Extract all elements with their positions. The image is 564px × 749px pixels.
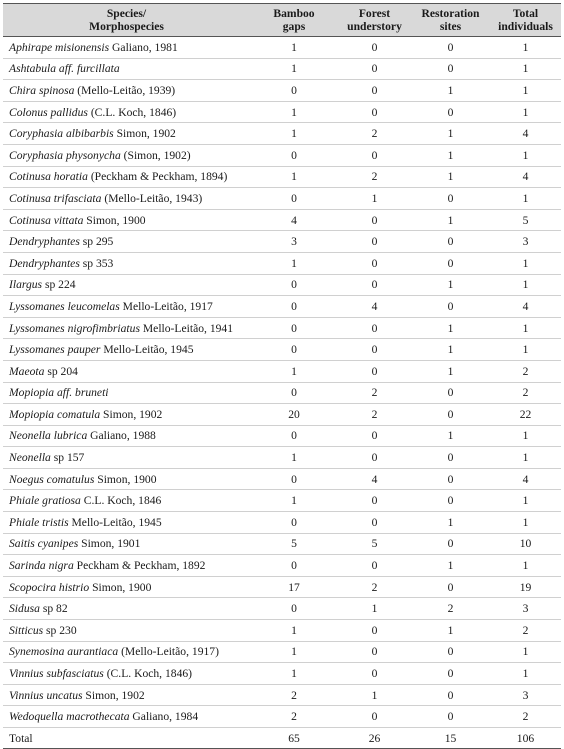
table-row: [3, 490, 561, 512]
table-row: [3, 706, 561, 728]
species-authority: Galiano, 1984: [129, 710, 199, 724]
table-footer: [3, 728, 561, 749]
bamboo-gaps-count: 1: [250, 447, 338, 469]
restoration-sites-count: 0: [411, 404, 490, 426]
total-individuals-count: 1: [490, 425, 561, 447]
bamboo-gaps-count: 0: [250, 382, 338, 404]
table-row: [3, 188, 561, 210]
forest-understory-count: 0: [338, 37, 411, 59]
bamboo-gaps-count: 1: [250, 490, 338, 512]
species-binomial: Chira spinosa: [9, 83, 75, 97]
species-binomial: Mopiopia comatula: [9, 407, 101, 421]
species-authority: Mello-Leitão, 1941: [139, 321, 234, 335]
table-row: [3, 209, 561, 231]
header-row: [3, 4, 561, 37]
bamboo-gaps-count: 0: [250, 188, 338, 210]
bamboo-gaps-count: 20: [250, 404, 338, 426]
species-binomial: Ilargus: [9, 278, 43, 292]
species-binomial: Dendryphantes: [9, 235, 80, 249]
species-name-cell: [3, 252, 250, 274]
species-binomial: Sitticus: [9, 623, 44, 637]
restoration-sites-count: 1: [411, 274, 490, 296]
total-individuals-count: 1: [490, 37, 561, 59]
species-authority: (C.L. Koch, 1846): [103, 667, 193, 681]
species-authority: sp 353: [79, 256, 114, 270]
restoration-sites-count: 0: [411, 231, 490, 253]
species-name-cell: [3, 166, 250, 188]
total-individuals-count: 3: [490, 598, 561, 620]
table-row: [3, 80, 561, 102]
species-name-cell: [3, 706, 250, 728]
bamboo-gaps-count: 0: [250, 296, 338, 318]
forest-understory-count: 0: [338, 555, 411, 577]
species-binomial: Sarinda nigra: [9, 559, 74, 573]
species-name-cell: [3, 274, 250, 296]
total-label: Total: [3, 728, 250, 749]
bamboo-gaps-count: 1: [250, 123, 338, 145]
restoration-sites-count: 0: [411, 101, 490, 123]
total-individuals-count: 1: [490, 512, 561, 534]
species-binomial: Neonella lubrica: [9, 429, 88, 443]
species-authority: Galiano, 1981: [109, 40, 178, 54]
total-individuals-count: 2: [490, 620, 561, 642]
total-individuals-count: 1: [490, 447, 561, 469]
species-name-cell: [3, 144, 250, 166]
restoration-sites-count: 1: [411, 620, 490, 642]
table-row: [3, 296, 561, 318]
species-binomial: Lyssomanes pauper: [9, 343, 101, 357]
total-individuals-count: 2: [490, 706, 561, 728]
bamboo-gaps-count: 2: [250, 684, 338, 706]
restoration-sites-count: 0: [411, 706, 490, 728]
restoration-sites-count: 1: [411, 555, 490, 577]
bamboo-gaps-count: 0: [250, 468, 338, 490]
table-row: [3, 576, 561, 598]
total-row: [3, 728, 561, 749]
forest-understory-count: 0: [338, 360, 411, 382]
species-name-cell: [3, 101, 250, 123]
species-authority: (C.L. Koch, 1846): [87, 105, 177, 119]
table-row: [3, 404, 561, 426]
species-binomial: Sidusa: [9, 602, 40, 616]
forest-understory-count: 1: [338, 684, 411, 706]
species-name-cell: [3, 360, 250, 382]
header-bamboo-line2: gaps: [282, 20, 306, 33]
table-row: [3, 252, 561, 274]
species-authority: Simon, 1901: [78, 537, 141, 551]
total-individuals-count: 19: [490, 576, 561, 598]
restoration-sites-count: 0: [411, 533, 490, 555]
table-header: [3, 4, 561, 37]
table-row: [3, 512, 561, 534]
forest-understory-count: 0: [338, 231, 411, 253]
species-name-cell: [3, 80, 250, 102]
table-row: [3, 425, 561, 447]
header-restoration-sites: [411, 4, 490, 37]
table-row: [3, 274, 561, 296]
species-authority: Mello-Leitão, 1945: [100, 343, 194, 357]
species-authority: Simon, 1900: [83, 213, 146, 227]
restoration-sites-count: 0: [411, 490, 490, 512]
forest-understory-count: 0: [338, 339, 411, 361]
total-individuals-count: 1: [490, 339, 561, 361]
table-row: [3, 231, 561, 253]
species-binomial: Vinnius subfasciatus: [9, 667, 104, 681]
species-name-cell: [3, 209, 250, 231]
table-row: [3, 555, 561, 577]
bamboo-gaps-count: 0: [250, 317, 338, 339]
species-authority: (Peckham & Peckham, 1894): [87, 170, 228, 184]
total-restoration: 15: [411, 728, 490, 749]
bamboo-gaps-count: 1: [250, 37, 338, 59]
table-row: [3, 339, 561, 361]
species-binomial: Ashtabula aff. furcillata: [9, 62, 120, 76]
species-name-cell: [3, 598, 250, 620]
total-individuals-count: 4: [490, 296, 561, 318]
table-row: [3, 58, 561, 80]
species-table-container: [3, 3, 561, 749]
restoration-sites-count: 1: [411, 425, 490, 447]
bamboo-gaps-count: 1: [250, 252, 338, 274]
species-authority: Peckham & Peckham, 1892: [73, 559, 206, 573]
restoration-sites-count: 0: [411, 252, 490, 274]
species-authority: sp 295: [79, 235, 114, 249]
total-individuals-count: 1: [490, 555, 561, 577]
species-authority: Simon, 1900: [89, 580, 152, 594]
total-individuals-count: 3: [490, 231, 561, 253]
table-row: [3, 166, 561, 188]
species-name-cell: [3, 684, 250, 706]
forest-understory-count: 2: [338, 576, 411, 598]
bamboo-gaps-count: 5: [250, 533, 338, 555]
restoration-sites-count: 0: [411, 188, 490, 210]
species-authority: sp 224: [42, 278, 76, 292]
restoration-sites-count: 1: [411, 512, 490, 534]
species-name-cell: [3, 231, 250, 253]
bamboo-gaps-count: 17: [250, 576, 338, 598]
species-binomial: Lyssomanes nigrofimbriatus: [9, 321, 140, 335]
forest-understory-count: 0: [338, 252, 411, 274]
species-name-cell: [3, 468, 250, 490]
forest-understory-count: 4: [338, 468, 411, 490]
forest-understory-count: 0: [338, 209, 411, 231]
species-name-cell: [3, 620, 250, 642]
restoration-sites-count: 1: [411, 360, 490, 382]
forest-understory-count: 0: [338, 512, 411, 534]
forest-understory-count: 1: [338, 188, 411, 210]
species-binomial: Dendryphantes: [9, 256, 80, 270]
species-authority: sp 230: [43, 623, 77, 637]
total-individuals-count: 2: [490, 360, 561, 382]
species-abundance-table: [3, 3, 561, 749]
bamboo-gaps-count: 3: [250, 231, 338, 253]
forest-understory-count: 0: [338, 80, 411, 102]
species-name-cell: [3, 382, 250, 404]
species-authority: Simon, 1902: [100, 407, 163, 421]
restoration-sites-count: 0: [411, 576, 490, 598]
species-name-cell: [3, 490, 250, 512]
species-binomial: Neonella: [9, 451, 51, 465]
table-row: [3, 360, 561, 382]
header-forest-line2: understory: [347, 20, 402, 33]
total-individuals-count: 4: [490, 123, 561, 145]
species-binomial: Aphirape misionensis: [9, 40, 110, 54]
total-individuals-count: 1: [490, 274, 561, 296]
species-binomial: Noegus comatulus: [9, 472, 95, 486]
species-binomial: Phiale gratiosa: [9, 494, 81, 508]
species-binomial: Maeota: [9, 364, 45, 378]
restoration-sites-count: 0: [411, 296, 490, 318]
restoration-sites-count: 0: [411, 382, 490, 404]
total-individuals-count: 10: [490, 533, 561, 555]
species-authority: Mello-Leitão, 1945: [68, 515, 162, 529]
total-individuals-count: 1: [490, 641, 561, 663]
species-name-cell: [3, 576, 250, 598]
restoration-sites-count: 1: [411, 339, 490, 361]
species-binomial: Synemosina aurantiaca: [9, 645, 119, 659]
forest-understory-count: 1: [338, 598, 411, 620]
total-individuals-count: 1: [490, 144, 561, 166]
species-name-cell: [3, 663, 250, 685]
species-binomial: Cotinusa vittata: [9, 213, 84, 227]
species-name-cell: [3, 296, 250, 318]
species-name-cell: [3, 58, 250, 80]
total-bamboo: 65: [250, 728, 338, 749]
bamboo-gaps-count: 2: [250, 706, 338, 728]
bamboo-gaps-count: 0: [250, 339, 338, 361]
total-individuals-count: 2: [490, 382, 561, 404]
species-authority: (Mello-Leitão, 1943): [101, 191, 203, 205]
bamboo-gaps-count: 1: [250, 663, 338, 685]
header-total-individuals: [490, 4, 561, 37]
total-individuals-count: 1: [490, 663, 561, 685]
header-bamboo-line1: Bamboo: [273, 7, 315, 20]
bamboo-gaps-count: 1: [250, 620, 338, 642]
table-body: [3, 37, 561, 728]
forest-understory-count: 2: [338, 123, 411, 145]
total-individuals-count: 5: [490, 209, 561, 231]
table-row: [3, 598, 561, 620]
species-authority: Galiano, 1988: [87, 429, 156, 443]
species-binomial: Phiale tristis: [9, 515, 69, 529]
total-individuals-count: 4: [490, 166, 561, 188]
forest-understory-count: 0: [338, 425, 411, 447]
table-row: [3, 37, 561, 59]
restoration-sites-count: 1: [411, 80, 490, 102]
species-name-cell: [3, 533, 250, 555]
species-binomial: Coryphasia albibarbis: [9, 127, 114, 141]
bamboo-gaps-count: 1: [250, 166, 338, 188]
bamboo-gaps-count: 0: [250, 274, 338, 296]
bamboo-gaps-count: 1: [250, 641, 338, 663]
species-binomial: Lyssomanes leucomelas: [9, 299, 120, 313]
restoration-sites-count: 2: [411, 598, 490, 620]
restoration-sites-count: 0: [411, 684, 490, 706]
bamboo-gaps-count: 0: [250, 512, 338, 534]
bamboo-gaps-count: 4: [250, 209, 338, 231]
restoration-sites-count: 1: [411, 166, 490, 188]
restoration-sites-count: 1: [411, 144, 490, 166]
species-name-cell: [3, 317, 250, 339]
table-row: [3, 144, 561, 166]
header-species-line1: Species/: [106, 7, 147, 20]
table-row: [3, 123, 561, 145]
species-name-cell: [3, 447, 250, 469]
bamboo-gaps-count: 1: [250, 58, 338, 80]
species-authority: C.L. Koch, 1846: [80, 494, 162, 508]
table-row: [3, 382, 561, 404]
header-species: [3, 4, 250, 37]
header-forest-understory: [338, 4, 411, 37]
table-row: [3, 620, 561, 642]
species-name-cell: [3, 425, 250, 447]
forest-understory-count: 5: [338, 533, 411, 555]
table-row: [3, 533, 561, 555]
species-name-cell: [3, 188, 250, 210]
species-authority: (Mello-Leitão, 1917): [118, 645, 219, 659]
species-binomial: Cotinusa horatia: [9, 170, 88, 184]
species-name-cell: [3, 339, 250, 361]
total-individuals-count: 22: [490, 404, 561, 426]
species-authority: sp 82: [39, 602, 68, 616]
forest-understory-count: 2: [338, 166, 411, 188]
species-binomial: Saitis cyanipes: [9, 537, 79, 551]
forest-understory-count: 2: [338, 404, 411, 426]
header-total-line2: individuals: [498, 20, 553, 33]
species-binomial: Coryphasia physonycha: [9, 148, 121, 162]
forest-understory-count: 0: [338, 144, 411, 166]
total-individuals-count: 1: [490, 101, 561, 123]
restoration-sites-count: 0: [411, 663, 490, 685]
forest-understory-count: 0: [338, 317, 411, 339]
forest-understory-count: 0: [338, 620, 411, 642]
restoration-sites-count: 1: [411, 123, 490, 145]
species-authority: (Mello-Leitão, 1939): [74, 83, 176, 97]
restoration-sites-count: 1: [411, 317, 490, 339]
bamboo-gaps-count: 0: [250, 80, 338, 102]
total-individuals-count: 1: [490, 58, 561, 80]
species-name-cell: [3, 512, 250, 534]
forest-understory-count: 0: [338, 101, 411, 123]
total-individuals-count: 3: [490, 684, 561, 706]
restoration-sites-count: 0: [411, 468, 490, 490]
table-row: [3, 641, 561, 663]
species-authority: Simon, 1900: [94, 472, 157, 486]
bamboo-gaps-count: 0: [250, 598, 338, 620]
bamboo-gaps-count: 0: [250, 555, 338, 577]
species-binomial: Colonus pallidus: [9, 105, 88, 119]
total-individuals-count: 1: [490, 80, 561, 102]
total-individuals-count: 1: [490, 317, 561, 339]
species-binomial: Mopiopia aff. bruneti: [9, 386, 109, 400]
species-authority: Simon, 1902: [82, 688, 145, 702]
total-individuals-count: 1: [490, 252, 561, 274]
forest-understory-count: 0: [338, 706, 411, 728]
species-name-cell: [3, 555, 250, 577]
restoration-sites-count: 1: [411, 209, 490, 231]
forest-understory-count: 2: [338, 382, 411, 404]
total-individuals-count: 4: [490, 468, 561, 490]
species-authority: sp 157: [50, 451, 85, 465]
forest-understory-count: 4: [338, 296, 411, 318]
species-binomial: Vinnius uncatus: [9, 688, 83, 702]
species-authority: (Simon, 1902): [120, 148, 191, 162]
restoration-sites-count: 0: [411, 641, 490, 663]
forest-understory-count: 0: [338, 663, 411, 685]
forest-understory-count: 0: [338, 447, 411, 469]
species-authority: Simon, 1902: [113, 127, 176, 141]
species-binomial: Cotinusa trifasciata: [9, 191, 102, 205]
total-individuals: 106: [490, 728, 561, 749]
bamboo-gaps-count: 1: [250, 101, 338, 123]
species-name-cell: [3, 123, 250, 145]
header-total-line1: Total: [512, 7, 539, 20]
total-individuals-count: 1: [490, 490, 561, 512]
species-binomial: Scopocira histrio: [9, 580, 90, 594]
species-name-cell: [3, 404, 250, 426]
species-authority: Mello-Leitão, 1917: [119, 299, 213, 313]
header-forest-line1: Forest: [358, 7, 391, 20]
header-species-line2: Morphospecies: [89, 20, 164, 33]
total-individuals-count: 1: [490, 188, 561, 210]
species-name-cell: [3, 641, 250, 663]
table-row: [3, 317, 561, 339]
forest-understory-count: 0: [338, 58, 411, 80]
restoration-sites-count: 0: [411, 58, 490, 80]
header-restoration-line1: Restoration: [421, 7, 480, 20]
restoration-sites-count: 0: [411, 447, 490, 469]
species-binomial: Wedoquella macrothecata: [9, 710, 130, 724]
forest-understory-count: 0: [338, 641, 411, 663]
bamboo-gaps-count: 0: [250, 144, 338, 166]
species-authority: sp 204: [44, 364, 78, 378]
header-bamboo-gaps: [250, 4, 338, 37]
table-row: [3, 447, 561, 469]
table-row: [3, 468, 561, 490]
bamboo-gaps-count: 0: [250, 425, 338, 447]
species-name-cell: [3, 37, 250, 59]
table-row: [3, 684, 561, 706]
table-row: [3, 101, 561, 123]
table-row: [3, 663, 561, 685]
total-forest: 26: [338, 728, 411, 749]
restoration-sites-count: 0: [411, 37, 490, 59]
forest-understory-count: 0: [338, 274, 411, 296]
header-restoration-line2: sites: [439, 20, 462, 33]
forest-understory-count: 0: [338, 490, 411, 512]
bamboo-gaps-count: 1: [250, 360, 338, 382]
